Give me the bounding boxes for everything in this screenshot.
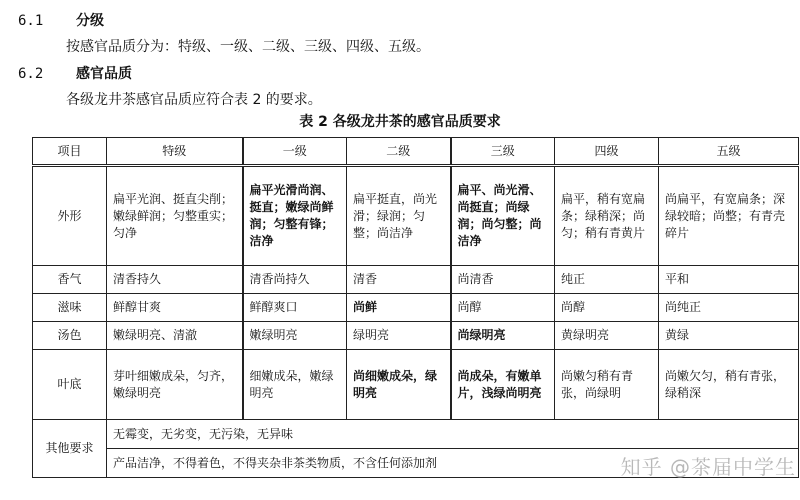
header-grade-5: 五级 xyxy=(659,138,799,166)
section-6-2 xyxy=(18,63,132,83)
header-item: 项目 xyxy=(33,138,107,166)
table-cell: 清香持久 xyxy=(107,266,243,294)
header-grade-4: 四级 xyxy=(555,138,659,166)
table-cell: 尚醇 xyxy=(555,294,659,322)
table-cell: 扁平光润、挺直尖削；嫩绿鲜润；匀整重实；匀净 xyxy=(107,166,243,266)
table-header-row xyxy=(33,138,799,166)
row-label: 汤色 xyxy=(33,322,107,350)
row-label: 叶底 xyxy=(33,350,107,420)
section-title: 分级 xyxy=(76,13,104,29)
table-row-liquor-color xyxy=(33,322,799,350)
table-cell: 嫩绿明亮、清澈 xyxy=(107,322,243,350)
header-grade-2: 二级 xyxy=(347,138,451,166)
table-cell: 尚嫩欠匀，稍有青张，绿稍深 xyxy=(659,350,799,420)
table-cell: 嫩绿明亮 xyxy=(243,322,347,350)
section-number: 6.2 xyxy=(18,66,44,82)
watermark-text: 知乎 @茶届中学生 xyxy=(620,455,796,479)
table-cell: 尚鲜 xyxy=(347,294,451,322)
other-requirement-2: 产品洁净，不得着色，不得夹杂非茶类物质，不含任何添加剂 xyxy=(107,449,799,478)
table-cell: 纯正 xyxy=(555,266,659,294)
table-row-appearance xyxy=(33,166,799,266)
section-number: 6.1 xyxy=(18,13,44,29)
header-grade-3: 三级 xyxy=(451,138,555,166)
section-title: 感官品质 xyxy=(76,66,132,82)
table-cell: 鲜醇爽口 xyxy=(243,294,347,322)
table-cell: 细嫩成朵，嫩绿明亮 xyxy=(243,350,347,420)
header-grade-1: 一级 xyxy=(243,138,347,166)
table-cell: 尚成朵，有嫩单片，浅绿尚明亮 xyxy=(451,350,555,420)
table-row-aroma xyxy=(33,266,799,294)
table-cell: 尚扁平，有宽扁条；深绿较暗；尚整；有青壳碎片 xyxy=(659,166,799,266)
row-label: 外形 xyxy=(33,166,107,266)
table-row-taste xyxy=(33,294,799,322)
table-cell: 绿明亮 xyxy=(347,322,451,350)
table-cell: 尚清香 xyxy=(451,266,555,294)
row-label: 滋味 xyxy=(33,294,107,322)
header-grade-special: 特级 xyxy=(107,138,243,166)
table-cell: 黄绿明亮 xyxy=(555,322,659,350)
table-cell: 黄绿 xyxy=(659,322,799,350)
table-cell: 尚醇 xyxy=(451,294,555,322)
other-requirement-1: 无霉变，无劣变，无污染，无异味 xyxy=(107,420,799,449)
table-title: 表 2 各级龙井茶的感官品质要求 xyxy=(299,114,501,130)
table-row-other-1 xyxy=(33,420,799,449)
table-cell: 扁平挺直，尚光滑；绿润；匀整；尚洁净 xyxy=(347,166,451,266)
table-cell: 尚纯正 xyxy=(659,294,799,322)
table-cell: 清香尚持久 xyxy=(243,266,347,294)
table-cell: 尚绿明亮 xyxy=(451,322,555,350)
section-6-1-text: 按感官品质分为：特级、一级、二级、三级、四级、五级。 xyxy=(66,39,430,55)
table-cell: 芽叶细嫩成朵，匀齐，嫩绿明亮 xyxy=(107,350,243,420)
row-label: 香气 xyxy=(33,266,107,294)
table-cell: 平和 xyxy=(659,266,799,294)
row-label: 其他要求 xyxy=(33,420,107,478)
section-6-2-text: 各级龙井茶感官品质应符合表 2 的要求。 xyxy=(66,92,322,108)
sensory-quality-table xyxy=(32,137,799,478)
table-cell: 尚细嫩成朵，绿明亮 xyxy=(347,350,451,420)
table-cell: 扁平，稍有宽扁条；绿稍深；尚匀；稍有青黄片 xyxy=(555,166,659,266)
table-cell: 扁平光滑尚润、挺直；嫩绿尚鲜润；匀整有锋；洁净 xyxy=(243,166,347,266)
table-row-infused-leaf xyxy=(33,350,799,420)
table-cell: 鲜醇甘爽 xyxy=(107,294,243,322)
table-cell: 尚嫩匀稍有青张，尚绿明 xyxy=(555,350,659,420)
table-cell: 扁平、尚光滑、尚挺直；尚绿润；尚匀整；尚洁净 xyxy=(451,166,555,266)
section-6-1 xyxy=(18,10,104,30)
table-cell: 清香 xyxy=(347,266,451,294)
